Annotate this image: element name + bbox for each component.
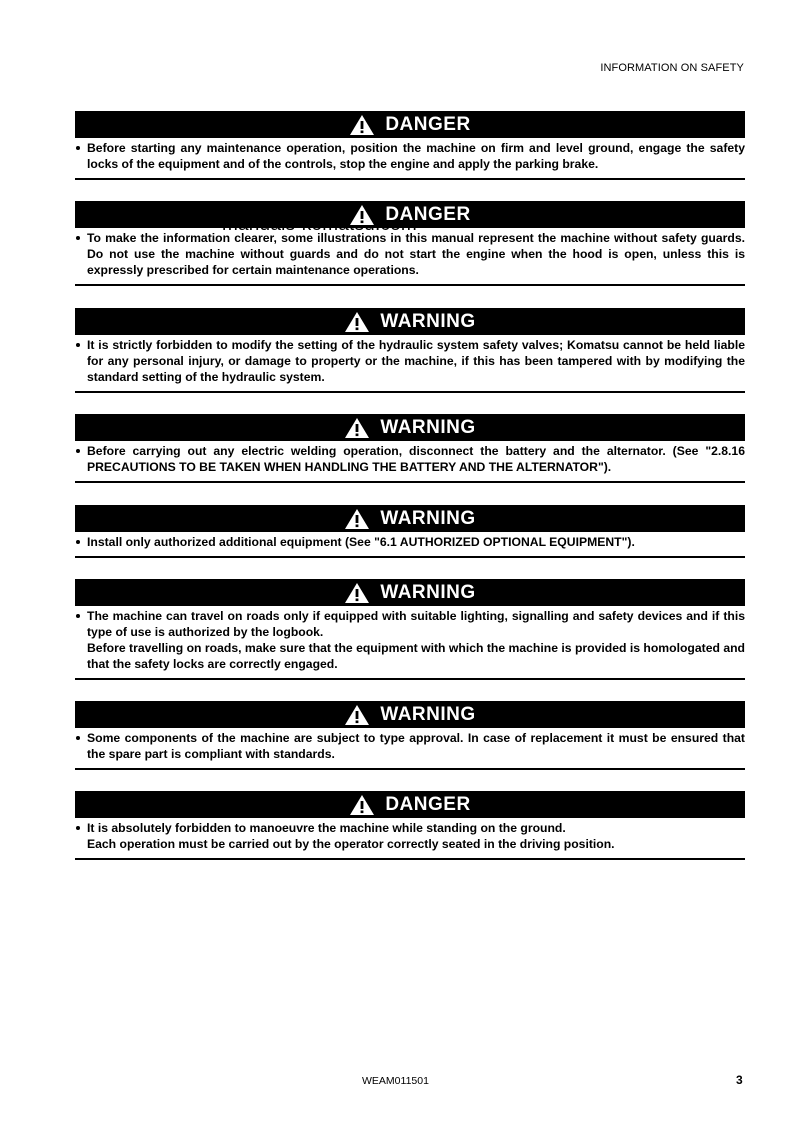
notice-body: [75, 606, 745, 672]
bullet-icon: [76, 614, 80, 618]
notice-body: [75, 728, 745, 762]
warning-triangle-icon: [344, 311, 370, 333]
notice-text: Each operation must be carried out by the operator correctly seated in the driving position.: [87, 837, 615, 851]
safety-notice: [75, 791, 745, 852]
separator-rule: [75, 556, 745, 558]
notice-text: It is strictly forbidden to modify the setting of the hydraulic system safety valves; Komatsu cannot be held liable for any personal injury, or damage to property or the machine, if this has been tampered with by modifying the standard setting of the hydraulic system.: [87, 338, 745, 384]
bullet-icon: [76, 236, 80, 240]
notice-text: To make the information clearer, some illustrations in this manual represent the machine without safety guards. Do not use the machine without guards and do not start the engine when the hood is open, unless this is expressly prescribed for certain maintenance operations.: [87, 231, 745, 277]
separator-rule: [75, 858, 745, 860]
notice-level: WARNING: [380, 508, 476, 529]
warning-banner: [75, 414, 745, 441]
safety-notice: [75, 505, 745, 550]
danger-banner: [75, 111, 745, 138]
notice-text: Install only authorized additional equipment (See "6.1 AUTHORIZED OPTIONAL EQUIPMENT").: [87, 535, 635, 549]
warning-banner: [75, 701, 745, 728]
warning-triangle-icon: [344, 417, 370, 439]
separator-rule: [75, 481, 745, 483]
notice-level: WARNING: [380, 311, 476, 332]
safety-notice: [75, 308, 745, 385]
notice-text: It is absolutely forbidden to manoeuvre the machine while standing on the ground.: [87, 821, 566, 835]
warning-triangle-icon: [344, 582, 370, 604]
warning-triangle-icon: [344, 704, 370, 726]
bullet-icon: [76, 736, 80, 740]
notice-text: The machine can travel on roads only if equipped with suitable lighting, signalling and safety devices and if this type of use is authorized by the logbook.: [87, 609, 745, 639]
notice-level: WARNING: [380, 417, 476, 438]
notice-level: DANGER: [385, 794, 471, 815]
bullet-icon: [76, 449, 80, 453]
notice-text: Some components of the machine are subject to type approval. In case of replacement it must be ensured that the spare part is compliant with standards.: [87, 731, 745, 761]
danger-banner: [75, 791, 745, 818]
notice-text: Before starting any maintenance operation, position the machine on firm and level ground, engage the safety locks of the equipment and of the controls, stop the engine and apply the parking brake.: [87, 141, 745, 171]
safety-notice: [75, 201, 745, 278]
notice-body: [75, 441, 745, 475]
warning-triangle-icon: [349, 204, 375, 226]
bullet-icon: [76, 146, 80, 150]
separator-rule: [75, 678, 745, 680]
warning-triangle-icon: [349, 114, 375, 136]
notice-level: DANGER: [385, 204, 471, 225]
notice-text: Before travelling on roads, make sure that the equipment with which the machine is provided is homologated and that the safety locks are correctly engaged.: [87, 641, 745, 671]
notice-body: [75, 138, 745, 172]
notice-body: [75, 532, 745, 550]
notice-text: Before carrying out any electric welding operation, disconnect the battery and the alternator. (See "2.8.16 PRECAUTIONS TO BE TAKEN WHEN HANDLING THE BATTERY AND THE ALTERNATOR").: [87, 444, 745, 474]
document-code: WEAM011501: [362, 1075, 429, 1087]
page-number: 3: [736, 1073, 743, 1087]
separator-rule: [75, 178, 745, 180]
notice-body: [75, 228, 745, 278]
bullet-icon: [76, 826, 80, 830]
notice-body: [75, 818, 745, 852]
safety-notice: [75, 111, 745, 172]
warning-triangle-icon: [344, 508, 370, 530]
notice-body: [75, 335, 745, 385]
warning-banner: [75, 505, 745, 532]
danger-banner: [75, 201, 745, 228]
safety-notice: [75, 579, 745, 672]
safety-notice: [75, 701, 745, 762]
safety-notice: [75, 414, 745, 475]
notice-level: DANGER: [385, 114, 471, 135]
separator-rule: [75, 284, 745, 286]
notice-level: WARNING: [380, 704, 476, 725]
bullet-icon: [76, 343, 80, 347]
warning-banner: [75, 579, 745, 606]
warning-banner: [75, 308, 745, 335]
warning-triangle-icon: [349, 794, 375, 816]
separator-rule: [75, 391, 745, 393]
bullet-icon: [76, 540, 80, 544]
notice-level: WARNING: [380, 582, 476, 603]
running-head: INFORMATION ON SAFETY: [600, 62, 744, 74]
separator-rule: [75, 768, 745, 770]
